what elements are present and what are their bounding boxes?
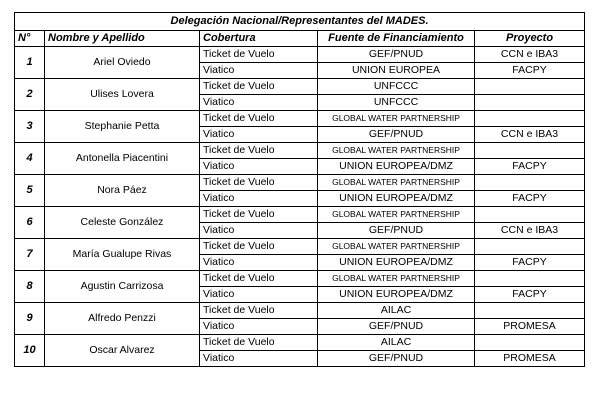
project-cell (475, 303, 585, 319)
project-cell (475, 271, 585, 287)
coverage-cell: Ticket de Vuelo (200, 303, 318, 319)
coverage-cell: Viatico (200, 351, 318, 367)
project-cell: PROMESA (475, 351, 585, 367)
person-number: 5 (15, 175, 45, 207)
coverage-cell: Ticket de Vuelo (200, 335, 318, 351)
table-body (15, 47, 585, 367)
funding-cell: GLOBAL WATER PARTNERSHIP (318, 111, 475, 127)
table-row (15, 207, 585, 223)
project-cell (475, 143, 585, 159)
table-row (15, 47, 585, 63)
person-number: 4 (15, 143, 45, 175)
delegation-table (14, 12, 585, 367)
funding-cell: GEF/PNUD (318, 223, 475, 239)
funding-cell: GEF/PNUD (318, 319, 475, 335)
person-name: Agustin Carrizosa (45, 271, 200, 303)
person-name: Alfredo Penzzi (45, 303, 200, 335)
project-cell (475, 95, 585, 111)
table-title-row (15, 13, 585, 31)
header-num: N° (15, 31, 45, 47)
table-row (15, 79, 585, 95)
project-cell: FACPY (475, 287, 585, 303)
person-number: 8 (15, 271, 45, 303)
person-name: Oscar Alvarez (45, 335, 200, 367)
coverage-cell: Viatico (200, 159, 318, 175)
funding-cell: UNION EUROPEA (318, 63, 475, 79)
funding-cell: UNION EUROPEA/DMZ (318, 287, 475, 303)
project-cell (475, 111, 585, 127)
funding-cell: AILAC (318, 335, 475, 351)
coverage-cell: Ticket de Vuelo (200, 111, 318, 127)
funding-cell: GLOBAL WATER PARTNERSHIP (318, 143, 475, 159)
coverage-cell: Viatico (200, 95, 318, 111)
project-cell: CCN e IBA3 (475, 127, 585, 143)
project-cell (475, 239, 585, 255)
coverage-cell: Viatico (200, 319, 318, 335)
funding-cell: UNFCCC (318, 79, 475, 95)
funding-cell: GLOBAL WATER PARTNERSHIP (318, 207, 475, 223)
funding-cell: GEF/PNUD (318, 47, 475, 63)
header-funding: Fuente de Financiamiento (318, 31, 475, 47)
funding-cell: GLOBAL WATER PARTNERSHIP (318, 175, 475, 191)
table-row (15, 143, 585, 159)
header-coverage: Cobertura (200, 31, 318, 47)
person-number: 2 (15, 79, 45, 111)
funding-cell: GEF/PNUD (318, 351, 475, 367)
project-cell: CCN e IBA3 (475, 47, 585, 63)
project-cell: PROMESA (475, 319, 585, 335)
project-cell (475, 335, 585, 351)
funding-cell: UNION EUROPEA/DMZ (318, 255, 475, 271)
person-name: Celeste González (45, 207, 200, 239)
person-number: 6 (15, 207, 45, 239)
coverage-cell: Ticket de Vuelo (200, 79, 318, 95)
coverage-cell: Ticket de Vuelo (200, 239, 318, 255)
person-number: 3 (15, 111, 45, 143)
coverage-cell: Viatico (200, 63, 318, 79)
funding-cell: UNFCCC (318, 95, 475, 111)
funding-cell: AILAC (318, 303, 475, 319)
delegation-table-container (14, 12, 584, 367)
table-row (15, 335, 585, 351)
coverage-cell: Viatico (200, 287, 318, 303)
funding-cell: GEF/PNUD (318, 127, 475, 143)
person-name: Antonella Piacentini (45, 143, 200, 175)
funding-cell: UNION EUROPEA/DMZ (318, 191, 475, 207)
project-cell: FACPY (475, 191, 585, 207)
coverage-cell: Viatico (200, 127, 318, 143)
person-number: 1 (15, 47, 45, 79)
header-project: Proyecto (475, 31, 585, 47)
person-number: 10 (15, 335, 45, 367)
project-cell (475, 175, 585, 191)
header-name: Nombre y Apellido (45, 31, 200, 47)
coverage-cell: Ticket de Vuelo (200, 175, 318, 191)
project-cell: CCN e IBA3 (475, 223, 585, 239)
project-cell: FACPY (475, 159, 585, 175)
person-name: María Gualupe Rivas (45, 239, 200, 271)
coverage-cell: Ticket de Vuelo (200, 47, 318, 63)
person-name: Stephanie Petta (45, 111, 200, 143)
project-cell (475, 207, 585, 223)
project-cell: FACPY (475, 255, 585, 271)
table-row (15, 303, 585, 319)
coverage-cell: Ticket de Vuelo (200, 271, 318, 287)
table-row (15, 239, 585, 255)
coverage-cell: Viatico (200, 255, 318, 271)
funding-cell: GLOBAL WATER PARTNERSHIP (318, 239, 475, 255)
funding-cell: GLOBAL WATER PARTNERSHIP (318, 271, 475, 287)
person-name: Ariel Oviedo (45, 47, 200, 79)
coverage-cell: Viatico (200, 191, 318, 207)
coverage-cell: Viatico (200, 223, 318, 239)
table-title: Delegación Nacional/Representantes del MADES. (15, 13, 585, 31)
project-cell (475, 79, 585, 95)
funding-cell: UNION EUROPEA/DMZ (318, 159, 475, 175)
person-name: Nora Páez (45, 175, 200, 207)
person-name: Ulises Lovera (45, 79, 200, 111)
coverage-cell: Ticket de Vuelo (200, 207, 318, 223)
project-cell: FACPY (475, 63, 585, 79)
coverage-cell: Ticket de Vuelo (200, 143, 318, 159)
person-number: 9 (15, 303, 45, 335)
table-row (15, 271, 585, 287)
header-row (15, 31, 585, 47)
table-row (15, 111, 585, 127)
table-row (15, 175, 585, 191)
person-number: 7 (15, 239, 45, 271)
